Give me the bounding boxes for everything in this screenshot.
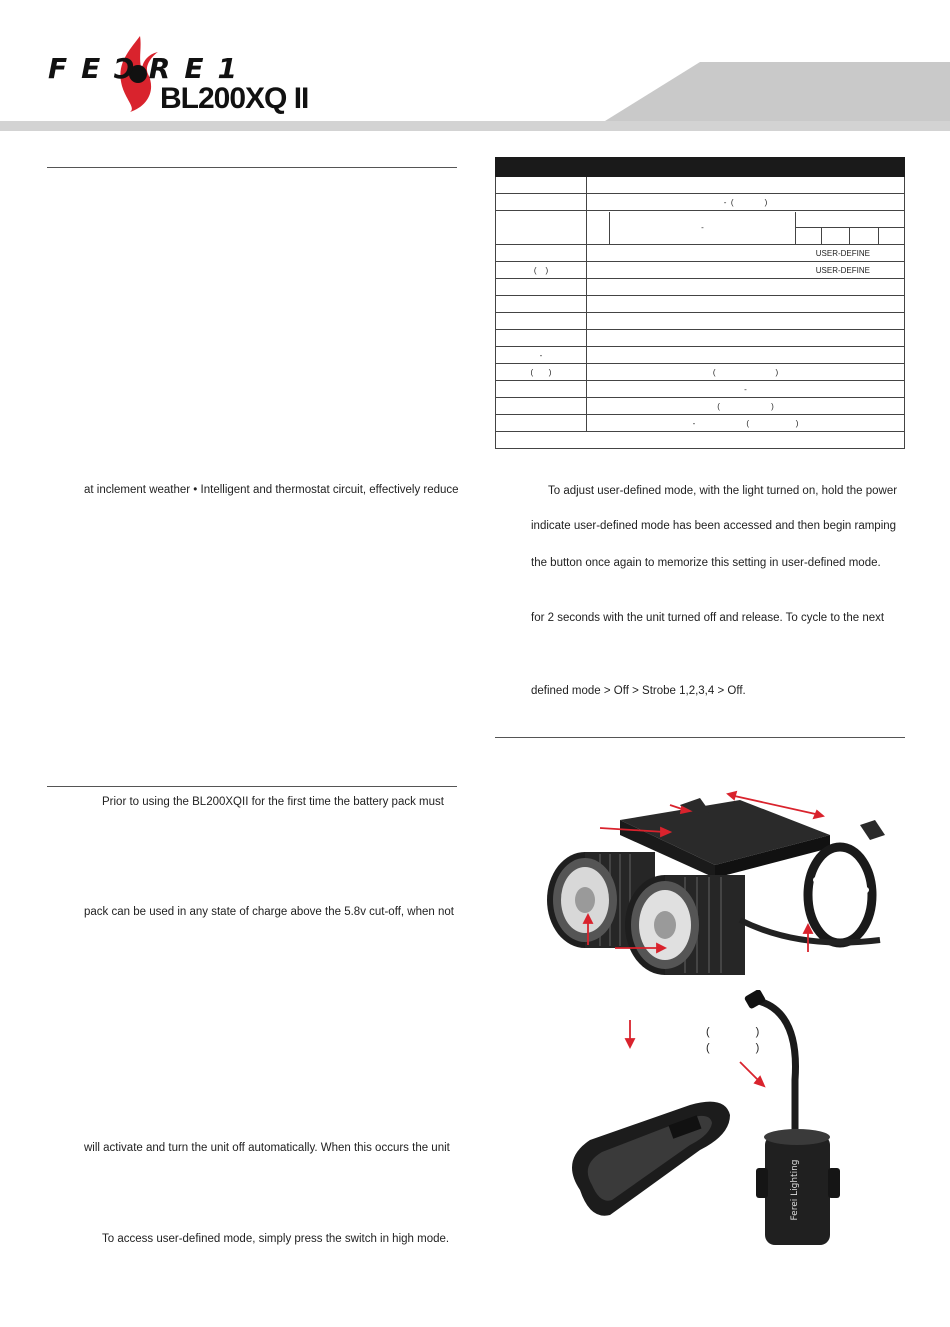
model-name: BL200XQ II [160, 82, 309, 115]
spec-row: USER-DEFINE [496, 245, 905, 262]
spec-row [496, 330, 905, 347]
battery-paren-1: ( ) [706, 1026, 760, 1038]
spec-row [496, 432, 905, 449]
spec-row: ( ) [496, 398, 905, 415]
text-button: the button once again to memorize this setting in user-defined mode. [531, 557, 881, 569]
section-rule-left-top [47, 167, 457, 168]
text-prior: Prior to using the BL200XQII for the first time the battery pack must [102, 796, 444, 808]
spec-row [496, 177, 905, 194]
battery-paren-2: ( ) [706, 1042, 760, 1054]
brand-logo: FEƆRE1 [48, 52, 251, 85]
spec-row: - [496, 381, 905, 398]
text-adjust: To adjust user-defined mode, with the light turned on, hold the power [548, 485, 898, 497]
spec-row: - [496, 211, 905, 245]
light-head-photo [540, 780, 900, 980]
spec-table-header [496, 158, 905, 177]
section-rule-right [495, 737, 905, 738]
text-seconds: for 2 seconds with the unit turned off and release. To cycle to the next [531, 612, 885, 624]
spec-row: - ( ) [496, 194, 905, 211]
spec-table [495, 157, 905, 449]
section-rule-left-mid [47, 786, 457, 787]
spec-row: ( ) ( ) [496, 364, 905, 381]
text-defined: defined mode > Off > Strobe 1,2,3,4 > Off. [531, 685, 746, 697]
battery-label: Ferei Lighting [790, 1159, 800, 1221]
text-activate: will activate and turn the unit off automatically. When this occurs the unit [84, 1142, 450, 1154]
text-pack: pack can be used in any state of charge above the 5.8v cut-off, when not [84, 906, 454, 918]
spec-row: ( ) USER-DEFINE [496, 262, 905, 279]
spec-row [496, 313, 905, 330]
text-indicate: indicate user-defined mode has been accessed and then begin ramping [531, 520, 897, 532]
text-weather: at inclement weather • Intelligent and thermostat circuit, effectively reduce [84, 484, 459, 496]
text-access: To access user-defined mode, simply press the switch in high mode. [102, 1233, 450, 1245]
spec-row: - ( ) [496, 415, 905, 432]
spec-row: - [496, 347, 905, 364]
spec-row [496, 296, 905, 313]
spec-row [496, 279, 905, 296]
